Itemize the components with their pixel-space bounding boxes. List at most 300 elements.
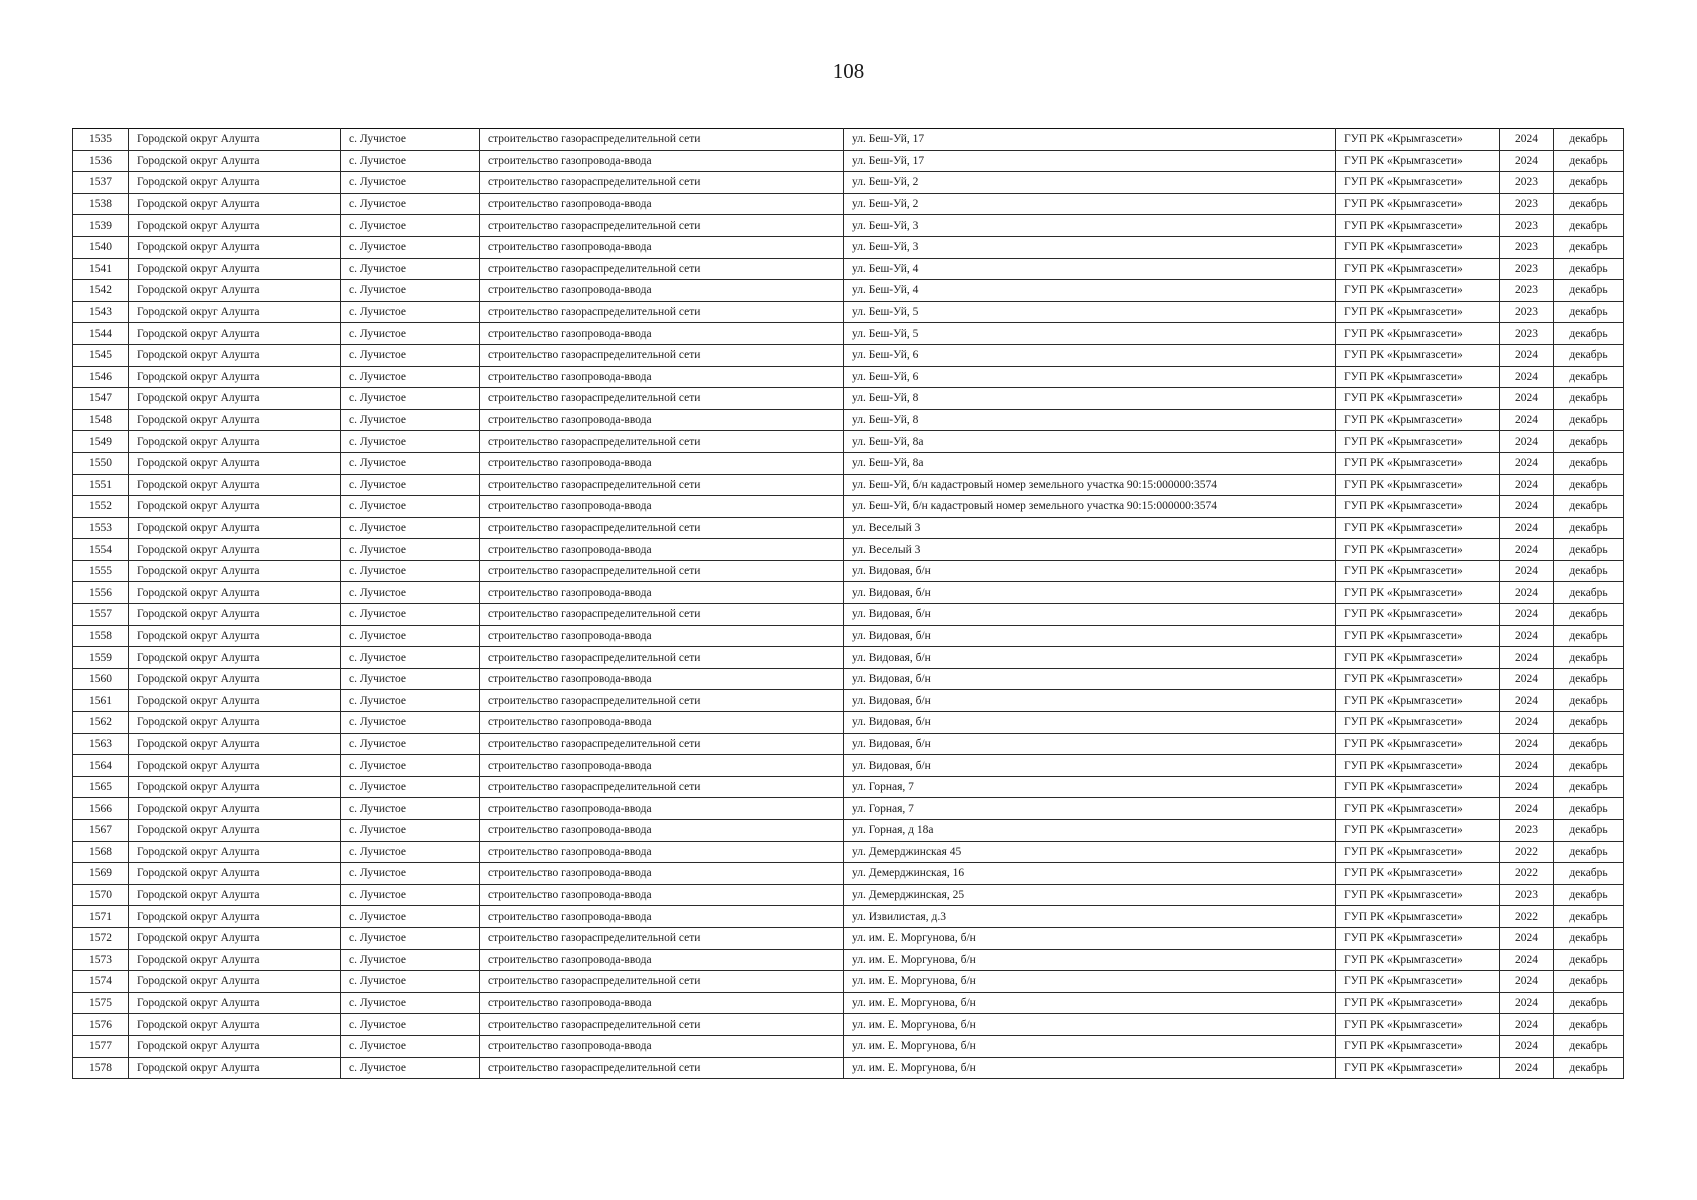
settlement-cell: с. Лучистое — [341, 798, 480, 820]
settlement-cell: с. Лучистое — [341, 344, 480, 366]
table-row — [73, 841, 1624, 863]
table-row — [73, 323, 1624, 345]
year-cell: 2024 — [1500, 992, 1554, 1014]
organization-cell: ГУП РК «Крымгазсети» — [1336, 301, 1500, 323]
organization-cell: ГУП РК «Крымгазсети» — [1336, 258, 1500, 280]
district-cell: Городской округ Алушта — [129, 690, 341, 712]
settlement-cell: с. Лучистое — [341, 841, 480, 863]
year-cell: 2023 — [1500, 820, 1554, 842]
table-row — [73, 258, 1624, 280]
address-cell: ул. им. Е. Моргунова, б/н — [844, 949, 1336, 971]
work-type-cell: строительство газораспределительной сети — [480, 690, 844, 712]
address-cell: ул. Демерджинская 45 — [844, 841, 1336, 863]
district-cell: Городской округ Алушта — [129, 409, 341, 431]
year-cell: 2024 — [1500, 690, 1554, 712]
row-number: 1539 — [73, 215, 129, 237]
settlement-cell: с. Лучистое — [341, 647, 480, 669]
row-number: 1535 — [73, 129, 129, 151]
month-cell: декабрь — [1554, 496, 1624, 518]
organization-cell: ГУП РК «Крымгазсети» — [1336, 1014, 1500, 1036]
table-row — [73, 1035, 1624, 1057]
organization-cell: ГУП РК «Крымгазсети» — [1336, 366, 1500, 388]
settlement-cell: с. Лучистое — [341, 863, 480, 885]
table-row — [73, 582, 1624, 604]
work-type-cell: строительство газораспределительной сети — [480, 776, 844, 798]
organization-cell: ГУП РК «Крымгазсети» — [1336, 172, 1500, 194]
year-cell: 2024 — [1500, 560, 1554, 582]
table-row — [73, 431, 1624, 453]
address-cell: ул. Беш-Уй, 17 — [844, 150, 1336, 172]
table-row — [73, 560, 1624, 582]
table-row — [73, 971, 1624, 993]
settlement-cell: с. Лучистое — [341, 215, 480, 237]
table-row — [73, 150, 1624, 172]
district-cell: Городской округ Алушта — [129, 496, 341, 518]
row-number: 1546 — [73, 366, 129, 388]
district-cell: Городской округ Алушта — [129, 474, 341, 496]
row-number: 1541 — [73, 258, 129, 280]
month-cell: декабрь — [1554, 280, 1624, 302]
month-cell: декабрь — [1554, 323, 1624, 345]
table-row — [73, 798, 1624, 820]
settlement-cell: с. Лучистое — [341, 474, 480, 496]
work-type-cell: строительство газопровода-ввода — [480, 863, 844, 885]
district-cell: Городской округ Алушта — [129, 992, 341, 1014]
table-row — [73, 474, 1624, 496]
year-cell: 2024 — [1500, 409, 1554, 431]
row-number: 1572 — [73, 927, 129, 949]
settlement-cell: с. Лучистое — [341, 301, 480, 323]
work-type-cell: строительство газопровода-ввода — [480, 539, 844, 561]
work-type-cell: строительство газопровода-ввода — [480, 193, 844, 215]
settlement-cell: с. Лучистое — [341, 927, 480, 949]
table-row — [73, 344, 1624, 366]
work-type-cell: строительство газопровода-ввода — [480, 949, 844, 971]
address-cell: ул. Горная, д 18а — [844, 820, 1336, 842]
district-cell: Городской округ Алушта — [129, 517, 341, 539]
gasification-table — [72, 128, 1624, 1079]
address-cell: ул. Беш-Уй, 5 — [844, 323, 1336, 345]
work-type-cell: строительство газораспределительной сети — [480, 927, 844, 949]
table-row — [73, 172, 1624, 194]
row-number: 1536 — [73, 150, 129, 172]
address-cell: ул. Веселый 3 — [844, 539, 1336, 561]
table-row — [73, 1057, 1624, 1079]
month-cell: декабрь — [1554, 1057, 1624, 1079]
settlement-cell: с. Лучистое — [341, 971, 480, 993]
month-cell: декабрь — [1554, 927, 1624, 949]
district-cell: Городской округ Алушта — [129, 301, 341, 323]
district-cell: Городской округ Алушта — [129, 323, 341, 345]
district-cell: Городской округ Алушта — [129, 215, 341, 237]
work-type-cell: строительство газопровода-ввода — [480, 150, 844, 172]
row-number: 1543 — [73, 301, 129, 323]
table-row — [73, 863, 1624, 885]
organization-cell: ГУП РК «Крымгазсети» — [1336, 949, 1500, 971]
year-cell: 2024 — [1500, 344, 1554, 366]
settlement-cell: с. Лучистое — [341, 366, 480, 388]
table-row — [73, 949, 1624, 971]
work-type-cell: строительство газораспределительной сети — [480, 344, 844, 366]
organization-cell: ГУП РК «Крымгазсети» — [1336, 236, 1500, 258]
year-cell: 2024 — [1500, 517, 1554, 539]
district-cell: Городской округ Алушта — [129, 539, 341, 561]
month-cell: декабрь — [1554, 863, 1624, 885]
address-cell: ул. Беш-Уй, 3 — [844, 236, 1336, 258]
settlement-cell: с. Лучистое — [341, 1014, 480, 1036]
month-cell: декабрь — [1554, 604, 1624, 626]
organization-cell: ГУП РК «Крымгазсети» — [1336, 647, 1500, 669]
district-cell: Городской округ Алушта — [129, 150, 341, 172]
month-cell: декабрь — [1554, 388, 1624, 410]
district-cell: Городской округ Алушта — [129, 820, 341, 842]
year-cell: 2024 — [1500, 647, 1554, 669]
row-number: 1553 — [73, 517, 129, 539]
address-cell: ул. Видовая, б/н — [844, 755, 1336, 777]
settlement-cell: с. Лучистое — [341, 733, 480, 755]
row-number: 1555 — [73, 560, 129, 582]
table-row — [73, 236, 1624, 258]
address-cell: ул. Беш-Уй, 17 — [844, 129, 1336, 151]
organization-cell: ГУП РК «Крымгазсети» — [1336, 431, 1500, 453]
settlement-cell: с. Лучистое — [341, 755, 480, 777]
year-cell: 2024 — [1500, 798, 1554, 820]
district-cell: Городской округ Алушта — [129, 647, 341, 669]
table-row — [73, 906, 1624, 928]
district-cell: Городской округ Алушта — [129, 733, 341, 755]
work-type-cell: строительство газопровода-ввода — [480, 906, 844, 928]
settlement-cell: с. Лучистое — [341, 431, 480, 453]
address-cell: ул. Беш-Уй, 8 — [844, 388, 1336, 410]
month-cell: декабрь — [1554, 236, 1624, 258]
year-cell: 2023 — [1500, 301, 1554, 323]
work-type-cell: строительство газопровода-ввода — [480, 798, 844, 820]
settlement-cell: с. Лучистое — [341, 236, 480, 258]
month-cell: декабрь — [1554, 712, 1624, 734]
organization-cell: ГУП РК «Крымгазсети» — [1336, 452, 1500, 474]
settlement-cell: с. Лучистое — [341, 604, 480, 626]
district-cell: Городской округ Алушта — [129, 1057, 341, 1079]
month-cell: декабрь — [1554, 474, 1624, 496]
settlement-cell: с. Лучистое — [341, 388, 480, 410]
organization-cell: ГУП РК «Крымгазсети» — [1336, 992, 1500, 1014]
row-number: 1537 — [73, 172, 129, 194]
settlement-cell: с. Лучистое — [341, 820, 480, 842]
table-row — [73, 388, 1624, 410]
organization-cell: ГУП РК «Крымгазсети» — [1336, 344, 1500, 366]
work-type-cell: строительство газораспределительной сети — [480, 517, 844, 539]
month-cell: декабрь — [1554, 884, 1624, 906]
row-number: 1568 — [73, 841, 129, 863]
month-cell: декабрь — [1554, 992, 1624, 1014]
month-cell: декабрь — [1554, 1035, 1624, 1057]
address-cell: ул. им. Е. Моргунова, б/н — [844, 992, 1336, 1014]
settlement-cell: с. Лучистое — [341, 258, 480, 280]
district-cell: Городской округ Алушта — [129, 280, 341, 302]
settlement-cell: с. Лучистое — [341, 582, 480, 604]
district-cell: Городской округ Алушта — [129, 712, 341, 734]
address-cell: ул. Видовая, б/н — [844, 582, 1336, 604]
year-cell: 2024 — [1500, 1035, 1554, 1057]
address-cell: ул. Беш-Уй, 8 — [844, 409, 1336, 431]
year-cell: 2024 — [1500, 971, 1554, 993]
organization-cell: ГУП РК «Крымгазсети» — [1336, 820, 1500, 842]
month-cell: декабрь — [1554, 776, 1624, 798]
work-type-cell: строительство газопровода-ввода — [480, 668, 844, 690]
district-cell: Городской округ Алушта — [129, 863, 341, 885]
work-type-cell: строительство газопровода-ввода — [480, 409, 844, 431]
work-type-cell: строительство газопровода-ввода — [480, 1035, 844, 1057]
month-cell: декабрь — [1554, 582, 1624, 604]
address-cell: ул. Беш-Уй, 3 — [844, 215, 1336, 237]
month-cell: декабрь — [1554, 733, 1624, 755]
row-number: 1540 — [73, 236, 129, 258]
row-number: 1538 — [73, 193, 129, 215]
address-cell: ул. Беш-Уй, 8а — [844, 431, 1336, 453]
settlement-cell: с. Лучистое — [341, 193, 480, 215]
year-cell: 2024 — [1500, 388, 1554, 410]
year-cell: 2024 — [1500, 431, 1554, 453]
year-cell: 2024 — [1500, 755, 1554, 777]
district-cell: Городской округ Алушта — [129, 258, 341, 280]
district-cell: Городской округ Алушта — [129, 798, 341, 820]
settlement-cell: с. Лучистое — [341, 150, 480, 172]
month-cell: декабрь — [1554, 452, 1624, 474]
address-cell: ул. Беш-Уй, 2 — [844, 172, 1336, 194]
row-number: 1563 — [73, 733, 129, 755]
row-number: 1545 — [73, 344, 129, 366]
year-cell: 2024 — [1500, 927, 1554, 949]
work-type-cell: строительство газопровода-ввода — [480, 452, 844, 474]
district-cell: Городской округ Алушта — [129, 236, 341, 258]
settlement-cell: с. Лучистое — [341, 884, 480, 906]
organization-cell: ГУП РК «Крымгазсети» — [1336, 539, 1500, 561]
address-cell: ул. Видовая, б/н — [844, 668, 1336, 690]
address-cell: ул. им. Е. Моргунова, б/н — [844, 971, 1336, 993]
address-cell: ул. Видовая, б/н — [844, 604, 1336, 626]
work-type-cell: строительство газопровода-ввода — [480, 582, 844, 604]
year-cell: 2024 — [1500, 582, 1554, 604]
address-cell: ул. Беш-Уй, 4 — [844, 280, 1336, 302]
settlement-cell: с. Лучистое — [341, 539, 480, 561]
month-cell: декабрь — [1554, 560, 1624, 582]
district-cell: Городской округ Алушта — [129, 625, 341, 647]
organization-cell: ГУП РК «Крымгазсети» — [1336, 712, 1500, 734]
month-cell: декабрь — [1554, 301, 1624, 323]
work-type-cell: строительство газораспределительной сети — [480, 971, 844, 993]
address-cell: ул. Беш-Уй, 5 — [844, 301, 1336, 323]
district-cell: Городской округ Алушта — [129, 755, 341, 777]
page-number: 108 — [832, 59, 865, 83]
row-number: 1552 — [73, 496, 129, 518]
year-cell: 2023 — [1500, 215, 1554, 237]
year-cell: 2024 — [1500, 1014, 1554, 1036]
organization-cell: ГУП РК «Крымгазсети» — [1336, 323, 1500, 345]
row-number: 1576 — [73, 1014, 129, 1036]
month-cell: декабрь — [1554, 755, 1624, 777]
district-cell: Городской округ Алушта — [129, 841, 341, 863]
row-number: 1559 — [73, 647, 129, 669]
district-cell: Городской округ Алушта — [129, 366, 341, 388]
row-number: 1547 — [73, 388, 129, 410]
month-cell: декабрь — [1554, 172, 1624, 194]
settlement-cell: с. Лучистое — [341, 280, 480, 302]
settlement-cell: с. Лучистое — [341, 668, 480, 690]
table-row — [73, 452, 1624, 474]
table-row — [73, 733, 1624, 755]
year-cell: 2023 — [1500, 884, 1554, 906]
table-row — [73, 366, 1624, 388]
district-cell: Городской округ Алушта — [129, 668, 341, 690]
row-number: 1565 — [73, 776, 129, 798]
district-cell: Городской округ Алушта — [129, 388, 341, 410]
row-number: 1566 — [73, 798, 129, 820]
table-row — [73, 496, 1624, 518]
row-number: 1575 — [73, 992, 129, 1014]
year-cell: 2024 — [1500, 1057, 1554, 1079]
district-cell: Городской округ Алушта — [129, 560, 341, 582]
month-cell: декабрь — [1554, 129, 1624, 151]
row-number: 1551 — [73, 474, 129, 496]
month-cell: декабрь — [1554, 1014, 1624, 1036]
row-number: 1564 — [73, 755, 129, 777]
settlement-cell: с. Лучистое — [341, 172, 480, 194]
district-cell: Городской округ Алушта — [129, 129, 341, 151]
organization-cell: ГУП РК «Крымгазсети» — [1336, 776, 1500, 798]
organization-cell: ГУП РК «Крымгазсети» — [1336, 863, 1500, 885]
table-row — [73, 129, 1624, 151]
month-cell: декабрь — [1554, 150, 1624, 172]
row-number: 1577 — [73, 1035, 129, 1057]
organization-cell: ГУП РК «Крымгазсети» — [1336, 150, 1500, 172]
organization-cell: ГУП РК «Крымгазсети» — [1336, 129, 1500, 151]
address-cell: ул. Видовая, б/н — [844, 733, 1336, 755]
work-type-cell: строительство газораспределительной сети — [480, 215, 844, 237]
table-row — [73, 1014, 1624, 1036]
work-type-cell: строительство газопровода-ввода — [480, 625, 844, 647]
address-cell: ул. им. Е. Моргунова, б/н — [844, 1035, 1336, 1057]
work-type-cell: строительство газораспределительной сети — [480, 258, 844, 280]
work-type-cell: строительство газораспределительной сети — [480, 560, 844, 582]
row-number: 1567 — [73, 820, 129, 842]
settlement-cell: с. Лучистое — [341, 323, 480, 345]
table-row — [73, 712, 1624, 734]
organization-cell: ГУП РК «Крымгазсети» — [1336, 755, 1500, 777]
settlement-cell: с. Лучистое — [341, 560, 480, 582]
month-cell: декабрь — [1554, 841, 1624, 863]
table-row — [73, 193, 1624, 215]
month-cell: декабрь — [1554, 539, 1624, 561]
organization-cell: ГУП РК «Крымгазсети» — [1336, 496, 1500, 518]
month-cell: декабрь — [1554, 517, 1624, 539]
table-row — [73, 820, 1624, 842]
address-cell: ул. Беш-Уй, 8а — [844, 452, 1336, 474]
organization-cell: ГУП РК «Крымгазсети» — [1336, 604, 1500, 626]
district-cell: Городской округ Алушта — [129, 452, 341, 474]
district-cell: Городской округ Алушта — [129, 1014, 341, 1036]
address-cell: ул. Беш-Уй, 6 — [844, 366, 1336, 388]
address-cell: ул. Видовая, б/н — [844, 712, 1336, 734]
row-number: 1558 — [73, 625, 129, 647]
district-cell: Городской округ Алушта — [129, 172, 341, 194]
row-number: 1548 — [73, 409, 129, 431]
table-row — [73, 647, 1624, 669]
address-cell: ул. им. Е. Моргунова, б/н — [844, 1057, 1336, 1079]
row-number: 1557 — [73, 604, 129, 626]
organization-cell: ГУП РК «Крымгазсети» — [1336, 690, 1500, 712]
month-cell: декабрь — [1554, 690, 1624, 712]
work-type-cell: строительство газопровода-ввода — [480, 496, 844, 518]
year-cell: 2023 — [1500, 236, 1554, 258]
year-cell: 2022 — [1500, 841, 1554, 863]
year-cell: 2023 — [1500, 258, 1554, 280]
row-number: 1554 — [73, 539, 129, 561]
settlement-cell: с. Лучистое — [341, 496, 480, 518]
organization-cell: ГУП РК «Крымгазсети» — [1336, 625, 1500, 647]
work-type-cell: строительство газораспределительной сети — [480, 301, 844, 323]
year-cell: 2024 — [1500, 474, 1554, 496]
year-cell: 2024 — [1500, 452, 1554, 474]
organization-cell: ГУП РК «Крымгазсети» — [1336, 215, 1500, 237]
settlement-cell: с. Лучистое — [341, 1035, 480, 1057]
work-type-cell: строительство газораспределительной сети — [480, 129, 844, 151]
month-cell: декабрь — [1554, 820, 1624, 842]
address-cell: ул. Видовая, б/н — [844, 625, 1336, 647]
address-cell: ул. Беш-Уй, б/н кадастровый номер земельного участка 90:15:000000:3574 — [844, 474, 1336, 496]
work-type-cell: строительство газораспределительной сети — [480, 604, 844, 626]
organization-cell: ГУП РК «Крымгазсети» — [1336, 409, 1500, 431]
table-row — [73, 668, 1624, 690]
address-cell: ул. Беш-Уй, 6 — [844, 344, 1336, 366]
work-type-cell: строительство газораспределительной сети — [480, 431, 844, 453]
district-cell: Городской округ Алушта — [129, 344, 341, 366]
table-row — [73, 280, 1624, 302]
row-number: 1544 — [73, 323, 129, 345]
settlement-cell: с. Лучистое — [341, 129, 480, 151]
work-type-cell: строительство газораспределительной сети — [480, 647, 844, 669]
table-row — [73, 409, 1624, 431]
address-cell: ул. Горная, 7 — [844, 776, 1336, 798]
year-cell: 2023 — [1500, 280, 1554, 302]
month-cell: декабрь — [1554, 215, 1624, 237]
table-row — [73, 927, 1624, 949]
district-cell: Городской округ Алушта — [129, 1035, 341, 1057]
month-cell: декабрь — [1554, 431, 1624, 453]
address-cell: ул. Видовая, б/н — [844, 560, 1336, 582]
table-row — [73, 517, 1624, 539]
settlement-cell: с. Лучистое — [341, 1057, 480, 1079]
district-cell: Городской округ Алушта — [129, 776, 341, 798]
settlement-cell: с. Лучистое — [341, 776, 480, 798]
row-number: 1556 — [73, 582, 129, 604]
organization-cell: ГУП РК «Крымгазсети» — [1336, 193, 1500, 215]
month-cell: декабрь — [1554, 258, 1624, 280]
settlement-cell: с. Лучистое — [341, 690, 480, 712]
organization-cell: ГУП РК «Крымгазсети» — [1336, 388, 1500, 410]
table-row — [73, 884, 1624, 906]
district-cell: Городской округ Алушта — [129, 971, 341, 993]
month-cell: декабрь — [1554, 906, 1624, 928]
row-number: 1562 — [73, 712, 129, 734]
row-number: 1570 — [73, 884, 129, 906]
year-cell: 2024 — [1500, 604, 1554, 626]
work-type-cell: строительство газопровода-ввода — [480, 236, 844, 258]
organization-cell: ГУП РК «Крымгазсети» — [1336, 841, 1500, 863]
work-type-cell: строительство газопровода-ввода — [480, 820, 844, 842]
year-cell: 2024 — [1500, 733, 1554, 755]
settlement-cell: с. Лучистое — [341, 949, 480, 971]
address-cell: ул. Беш-Уй, 4 — [844, 258, 1336, 280]
